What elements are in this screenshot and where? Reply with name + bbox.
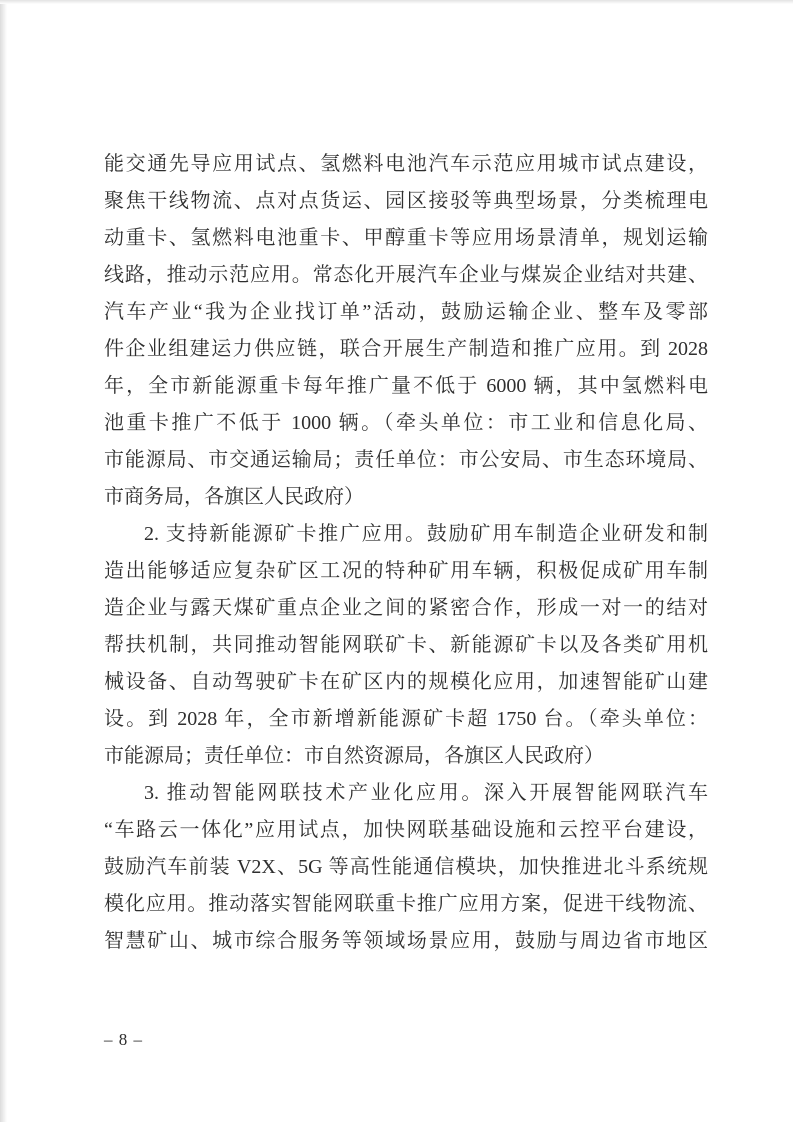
scan-edge-top [0, 0, 793, 4]
document-line: 鼓励汽车前装 V2X、5G 等高性能通信模块，加快推进北斗系统规 [104, 856, 708, 878]
document-line: 智慧矿山、城市综合服务等领域场景应用，鼓励与周边省市地区 [104, 930, 708, 952]
document-line: 械设备、自动驾驶矿卡在矿区内的规模化应用，加速智能矿山建 [104, 671, 708, 693]
document-line: 件企业组建运力供应链，联合开展生产制造和推广应用。到 2028 [104, 338, 708, 360]
document-line: 聚焦干线物流、点对点货运、园区接驳等典型场景，分类梳理电 [104, 190, 708, 212]
document-line: 3. 推动智能网联技术产业化应用。深入开展智能网联汽车 [144, 782, 708, 804]
document-line: 2. 支持新能源矿卡推广应用。鼓励矿用车制造企业研发和制 [144, 523, 708, 545]
document-line: 能交通先导应用试点、氢燃料电池汽车示范应用城市试点建设， [104, 153, 708, 175]
document-line: 造出能够适应复杂矿区工况的特种矿用车辆，积极促成矿用车制 [104, 560, 708, 582]
document-line: 造企业与露天煤矿重点企业之间的紧密合作，形成一对一的结对 [104, 597, 708, 619]
document-body-text [104, 146, 708, 960]
document-line: 汽车产业“我为企业找订单”活动，鼓励运输企业、整车及零部 [104, 301, 708, 323]
document-line: 市能源局；责任单位：市自然资源局，各旗区人民政府） [104, 745, 604, 767]
document-line: 设。到 2028 年，全市新增新能源矿卡超 1750 台。（牵头单位： [104, 708, 708, 730]
scan-edge-left [0, 0, 7, 1122]
document-line: 帮扶机制，共同推动智能网联矿卡、新能源矿卡以及各类矿用机 [104, 634, 708, 656]
document-line: “车路云一体化”应用试点，加快网联基础设施和云控平台建设， [104, 819, 708, 841]
document-line: 年，全市新能源重卡每年推广量不低于 6000 辆，其中氢燃料电 [104, 375, 708, 397]
document-line: 市能源局、市交通运输局；责任单位：市公安局、市生态环境局、 [104, 449, 708, 471]
document-line: 模化应用。推动落实智能网联重卡推广应用方案，促进干线物流、 [104, 893, 708, 915]
document-line: 动重卡、氢燃料电池重卡、甲醇重卡等应用场景清单，规划运输 [104, 227, 708, 249]
document-line: 市商务局，各旗区人民政府） [104, 486, 364, 508]
document-line: 池重卡推广不低于 1000 辆。（牵头单位：市工业和信息化局、 [104, 412, 708, 434]
page-number: – 8 – [104, 1030, 143, 1049]
document-line: 线路，推动示范应用。常态化开展汽车企业与煤炭企业结对共建、 [104, 264, 708, 286]
